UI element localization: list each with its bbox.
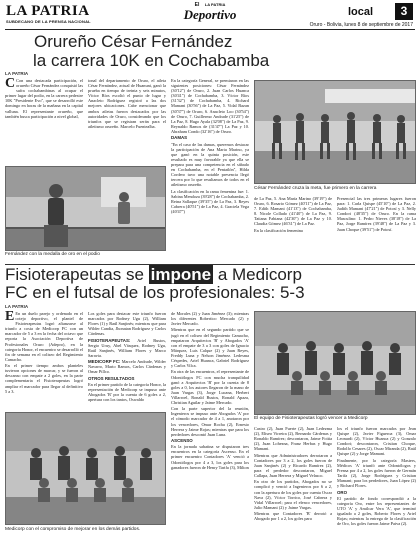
newspaper-tagline: SUBDECANO DE LA PRENSA NACIONAL xyxy=(6,19,91,24)
story1-headline-line2: la carrera 10K en Cochabamba xyxy=(33,51,270,70)
medicorp-subhead: MEDICORP FC: xyxy=(88,359,121,365)
masthead xyxy=(0,0,420,30)
otros-text: En el primer partido de la categoría Honor, la representación de Medicorp se impuso ante Abogados 'B' por la cuenta de 6 goles a 2, apertura con los tantos, Oswaldo xyxy=(88,381,166,403)
story2-column-3 xyxy=(171,311,249,539)
supplement-brand: LA PATRIA xyxy=(204,2,226,7)
masthead-rule xyxy=(5,29,415,30)
supplement-name: Deportivo xyxy=(183,7,237,22)
story2-col3b-text: Mientras que en el segundo partido que se jugó en el coliseo del Regimiento Camacho, empataron Arquitectos 'B' y Abogados 'A' con el empate de 3 a 3 con goles de Ignacio Márquez, Luis Calque (2) y Juan Reyes, Freddy Luna y Nelson Jiménez. Ledesma Céspedes, Ariel Huanca, Gabriel Rodríguez y Carlos Vilca. xyxy=(171,327,249,369)
fisio-subhead: FISIOTERAPEUTAS: xyxy=(88,337,131,343)
oro-text: El partido de fondo correspondió a la categoría Oro, entre los representantes de UTO 'A' y Amilcar Vera 'A', que terminó igualado a 2 goles, Roberto Flores y Ariel Rojas; mientras la entrega de la clasificación de Oro, los goles fueron Jaime Paiva (2). xyxy=(337,495,416,527)
race-photo-caption: César Fernández cruza la meta, fue primero en la carrera xyxy=(254,186,377,191)
drop-cap: C xyxy=(5,78,16,91)
story2-headline-pre: Fisioterapeutas se xyxy=(5,265,144,284)
page-number: 3 xyxy=(395,3,413,20)
fisio-lineup: Ariel Bustos, Sergio Uruy, Abel Vásquez, Rodney Ugu, Raúl Sanjinés, William Flores y Marco Saravia. xyxy=(88,337,166,358)
medicorp-photo-caption: Medicorp con el compromiso de mejorar en los demás partidos. xyxy=(5,527,141,532)
story2-column-1 xyxy=(5,311,83,409)
story2-col4c-text: En otro de los partidos, Abogados no se complicó y venció a Ingenieros por 6 a 2, con la apertura de los goles por cuenta Oscar Nava (2), Víctor Torrico, José Cabrera y Vidal Villarroel; para el elenco vencedores, Julio Mamani (2) y Jaime Vargas. xyxy=(254,479,332,510)
fisioterapeutas-photo-caption: El equipo de Fisioterapeutas logró vencer a Medicorp xyxy=(254,416,368,421)
supplement-logo xyxy=(175,2,245,26)
story1-column-5 xyxy=(337,196,416,262)
dateline: Oruro - Bolivia, lunes 8 de septiembre de 2017 xyxy=(309,22,413,28)
story2-column-5 xyxy=(337,426,416,542)
story2-col4d-text: Mientras que Contadores 'B' derrotó a Abogado por 1 a 2, los goles para xyxy=(254,511,332,522)
section-label: local xyxy=(348,6,374,18)
fisioterapeutas-team-photo xyxy=(254,311,416,415)
fisioterapeutas-team-photo-art xyxy=(255,312,416,415)
story2-col4-text: Castro (2), Juan Fuerte (2), Juan Ledezma (2), Eliseo Virreira (2), Bernardo Cárdenas y Ronaldo Ramírez; descontaron, Jaime Foitia (2), Juan Lohezna, Franz Herbas y Hugo Mamani. xyxy=(254,426,332,452)
story1-column-2 xyxy=(88,78,166,164)
story2-col3c-text: En otra de las encuentros, el representante de Odontólogos FC con mucha tranquilidad ganó a Arquitectos 'B' por la cuenta de 8 goles a 0, los autores llegaron de la mano de Juan Vargas (3), Jorge Lucana, Herbert Villarroel, Ronald Bustos, Ronald Apaza, Christian Aguilar y Jaime Mercado. xyxy=(171,369,249,405)
ascenso-text: En la jornada sabatina se disputaron tres encuentros en la categoría Ascenso. En el primer encuentro Contadores 'A' venció a Odontólogos por 4 a 3, los goles para los ganadores fueron de Henry Tarifa (3), Milton xyxy=(171,444,249,470)
story1-column-3 xyxy=(171,78,249,264)
damas-subhead: DAMAS xyxy=(171,135,188,141)
supplement-article: El xyxy=(194,2,200,8)
story2-col2-text: Los goles para destacar este triunfo fueron marcados por Rodney Ugu (2), William Flores (1) y Raúl Sanjinés; mientras que para Wilder Candia, Jhonatan Rodríguez y Carlos Cárdenas. xyxy=(88,311,166,337)
newspaper-logo: LA PATRIA xyxy=(6,3,90,19)
story1-col1-text: Con una destacada participación, el orureño César Fernández conquistó las sufra cochabambinas al ocupar el primer lugar del podio, en la carrera pedestre 10K "Presidente Evo", que se desarrolló este domingo en horas de la mañana en la capital valluna. El representante orureño, que también busca participación a nivel global, xyxy=(5,78,83,119)
story1-headline-line1: Orureño César Fernández xyxy=(34,32,233,51)
medicorp-team-photo-art xyxy=(6,413,166,525)
story1-byline: LA PATRIA xyxy=(5,71,29,76)
story2-col1b-text: En el primer tiempo ambos planteles tuvieron opciones de marcar, y se fueron al descanso con empate a 2 goles, en la parte complementaria el Fisioterapeutas logró ampliar el marcador para llegar al definitivo 5 a 3. xyxy=(5,363,83,394)
otros-subhead: OTROS RESULTADOS xyxy=(88,375,135,381)
ascenso-subhead: ASCENSO xyxy=(171,438,193,443)
story1-column-1 xyxy=(5,78,83,164)
story2-byline: LA PATRIA xyxy=(5,304,29,309)
story1-col4-text: de La Paz, 5. Ana María Marino (39'19") de Oruro, 6. Rosario Gómez (40'11") de La Paz, 7. Edith Mamani (41'13") de Cochabamba, 8. Nicole Collado (41'40") de La Paz, 9. Tatiana Fabiana (42'30") de La Paz y 10. Claudia Gómez (46'31") de La Paz. xyxy=(254,196,332,227)
podium-photo-art xyxy=(6,167,166,251)
podium-photo-caption: Fernández con la medalla de oro en el podio xyxy=(5,252,100,257)
story1-col5-text: Presencial las tres primeras lugares fueron para: 1. Carla Quispe (45'10") de La Paz, 2. Judith Mamani (47'21") de Potosí y 3. Nelly Condori (48'35") de Oruro. En la rama Masculino: 1. Pedro Nieves (38'18") de La Paz, Jorge Ramírez (39'48") de La Paz y 3. Juan Choque (39'51") de Potosí. xyxy=(337,196,416,232)
drop-cap: E xyxy=(5,311,15,324)
medicorp-lineup: Marcelo Andrade, Wilder Navarro, Mario Ramos, Carlos Cárdenas y Omar Pillco. xyxy=(88,359,166,375)
race-photo-art xyxy=(255,81,416,184)
story2-headline-line2: FC en el futsal de los profesionales: 5-3 xyxy=(5,283,305,302)
oro-subhead: ORO xyxy=(337,489,348,495)
story2-headline-post: a Medicorp xyxy=(217,265,302,284)
race-photo xyxy=(254,80,416,184)
story2-col5-text: los el triunfo fueron marcados por Jean Quispe (2), Javier Figueroa (3), Omar Leonardi (2), Víctor Huanca (2) y Gonzalo Condori; descontaron, Cristian Choque, Rodolfo Cesares (2), Oscar Miranda (2), Raúl Quispe (2) y Jorge Mamani. xyxy=(337,426,416,457)
story2-col3-text: de Morales (2) y Juan Jiménez (3); mientras los diferentes Robertico Mercado (2) y Javier Mercado. xyxy=(171,311,249,327)
story1-col3c-text: La clasificación en la rama femenina fue: 1. Sabina Mendoza (39'28") de Cochabamba, 2. Reina Sallaque (39'35") de La Paz, 3. Reyes Cabrera (40'51") de La Paz, 4. Graciela Vega (40'47") xyxy=(171,188,249,214)
story2-headline-line1 xyxy=(5,266,302,284)
medicorp-team-photo xyxy=(5,412,166,525)
story2-col1-text: En un duelo parejo y ordenado en el cotejo deportivo, el plantel de Fisioterapeutas logró afianzarse al triunfo a costa de Medicorp FC con un marcador de 5 a 3 en la fecha del octavo que reporta la Asociación Deportiva de Profesionales Oruro (Adepro), en la categoría Honor, el encuentro se desarrolló el fin de semana en el coliseo del Regimiento Camacho. xyxy=(5,311,83,362)
podium-photo xyxy=(5,166,166,251)
story2-col5b-text: Finalmente, por la categoría Masters, Médicos 'A' triunfó ante Odontólogos y Prensa por 4 a 2, los goles fueron de Germán Tarifa (2), Jorge Rodríguez y Cristian Mamani; para los perdedores, Juan López (2) y Richard Flores. xyxy=(337,457,416,489)
story1-col2-text: tonal del departamento de Oruro, el atleta César Fernández, actual de Huanuni, ganó la prueba en tiempo de treinta y seis minutos, Víctor Ríos escoltó el punto de lugar y Anacleto Rodríguez registró a las dos mejores ubicaciones. Cabe mencionar que ambos atletas fueron destacados por las autoridades de Oruro, considerando que los triunfos que se registran serán para el atletismo orureño. Marcelo Fuentealba. xyxy=(88,78,166,129)
story1-col4b-text: En la clasificación femenina xyxy=(254,227,303,233)
story2-headline-highlight: impone xyxy=(150,265,212,284)
story2-col4b-text: Mientras que Administradores derrotaron a Contadores por 3 a 2, los goles fueron de Juan Sanjinés (2) y Ricardo Ramírez (2), para el perdedor descontaron, Miguel Callapa, Juan Herrera y Miguel Velasco. xyxy=(254,452,332,479)
story1-column-4 xyxy=(254,196,332,262)
story2-column-4 xyxy=(254,426,332,542)
story1-col3-text: En la categoría General, se premiaron en las siguientes posiciones: César Fernández (30'12") de Oruro, 2. Juan Carlos Huanca (30'41") de Cochabamba, 3. Víctor Ríos (31'32") de Cochabamba, 4. Richard Mamani (30'56") de La Paz, 5. Vidal Bazan (30'37") de Oruro, 6. Anacleto Loo (30'54") de Oruro, 7. Guillermo Andrade (31'25") de La Paz, 8. Hugo Ayala (32'08") de La Paz, 9. Reynaldo Ramos de (31'47") La Paz y 10. Abraham Condo (32'16") de Oruro. xyxy=(171,78,249,134)
story1-col3b-text: "En el caso de las damas, queremos destacar la participación de Ana Marta Marino, ya que ganó en la quinta posición, este resultado es muy favorable ya que ella se prepara para una competencia en el sábado en Cochabamba, en el Pentatlón", Hilda Cordero tuvo una notable presencia llegó tercera por lo que resultamos de todos en el atletismo orureño. xyxy=(171,141,249,188)
story2-column-2 xyxy=(88,311,166,409)
story2-col3d-text: Con la parte superior del la reunión, Ingenieros se impuso ante Abogados 'A' por el cómodo marcador de 4 a 1, anotaron por los vencedores, Omar Rocha (2), Ernesto Herrera y Jaime Rojas; mientras que para los perdedores descontó Juan Luna. xyxy=(171,406,249,437)
